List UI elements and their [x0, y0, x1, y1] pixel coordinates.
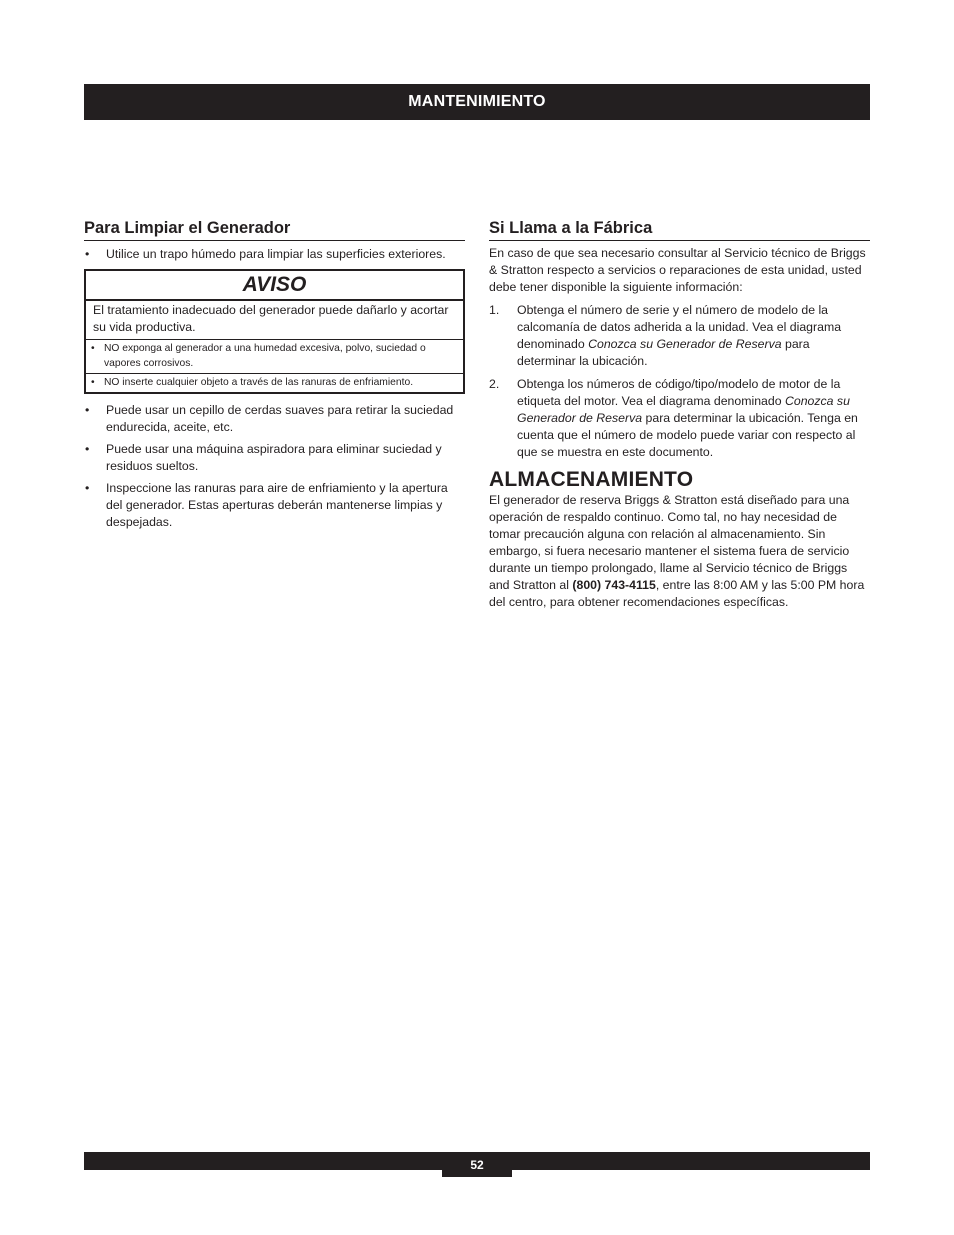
cleaning-item: • Puede usar una máquina aspiradora para eliminar suciedad y residuos sueltos.	[84, 441, 465, 475]
cleaning-list	[84, 402, 465, 531]
cleaning-intro-list	[84, 246, 465, 263]
step-number: 2.	[489, 377, 500, 391]
section-title: MANTENIMIENTO	[408, 93, 546, 110]
step-text: para determinar la ubicación. Tenga en cuenta que el número de modelo puede variar con respecto al que se muestra en este documento.	[517, 411, 858, 459]
factory-heading: Si Llama a la Fábrica	[489, 220, 870, 241]
step-text: Obtenga los números de código/tipo/modelo de motor de la etiqueta del motor. Vea el diagrama denominado	[517, 377, 841, 408]
notice-title: AVISO	[86, 271, 463, 301]
storage-heading: ALMACENAMIENTO	[489, 468, 694, 491]
cleaning-item: • Puede usar un cepillo de cerdas suaves para retirar la suciedad endurecida, aceite, etc.	[84, 402, 465, 436]
page-number-tab	[442, 1152, 512, 1177]
factory-step	[489, 302, 870, 370]
diagram-reference: Conozca su Generador de Reserva	[588, 337, 782, 351]
notice-text: El tratamiento inadecuado del generador puede dañarlo y acortar su vida productiva.	[86, 301, 463, 340]
notice-box	[84, 269, 465, 394]
notice-item: • NO exponga al generador a una humedad excesiva, polvo, suciedad o vapores corrosivos.	[86, 340, 463, 374]
cleaning-item: • Inspeccione las ranuras para aire de enfriamiento y la apertura del generador. Estas aperturas deberán mantenerse limpias y despejadas.	[84, 480, 465, 531]
page-number: 52	[470, 1158, 484, 1172]
storage-paragraph	[489, 492, 870, 611]
factory-step	[489, 376, 870, 461]
cleaning-intro-item: • Utilice un trapo húmedo para limpiar las superficies exteriores.	[84, 246, 465, 263]
left-column	[84, 220, 465, 531]
phone-number: (800) 743-4115	[572, 578, 656, 592]
factory-intro: En caso de que sea necesario consultar al Servicio técnico de Briggs & Stratton respecto a servicios o reparaciones de esta unidad, usted debe tener disponible la siguiente información:	[489, 246, 866, 294]
step-text: para determinar la ubicación.	[517, 337, 810, 368]
step-number: 1.	[489, 303, 500, 317]
storage-text: El generador de reserva Briggs & Stratton está diseñado para una operación de respaldo continuo. Como tal, no hay necesidad de tomar precaución alguna con relación al almacenamiento. Sin embargo, si fuera necesario mantener el sistema fuera de servicio durante un tiempo prolongado, llame al Servicio técnico de Briggs and Stratton al	[489, 493, 850, 592]
section-header	[84, 84, 870, 120]
cleaning-heading: Para Limpiar el Generador	[84, 220, 465, 241]
step-text: Obtenga el número de serie y el número de modelo de la calcomanía de datos adherida a la unidad. Vea el diagrama denominado	[517, 303, 842, 351]
notice-item: • NO inserte cualquier objeto a través de las ranuras de enfriamiento.	[86, 374, 463, 392]
right-column	[489, 220, 870, 611]
diagram-reference: Conozca su Generador de Reserva	[517, 394, 850, 425]
storage-text: , entre las 8:00 AM y las 5:00 PM hora del centro, para obtener recomendaciones específicas.	[489, 578, 865, 609]
factory-steps	[489, 302, 870, 461]
